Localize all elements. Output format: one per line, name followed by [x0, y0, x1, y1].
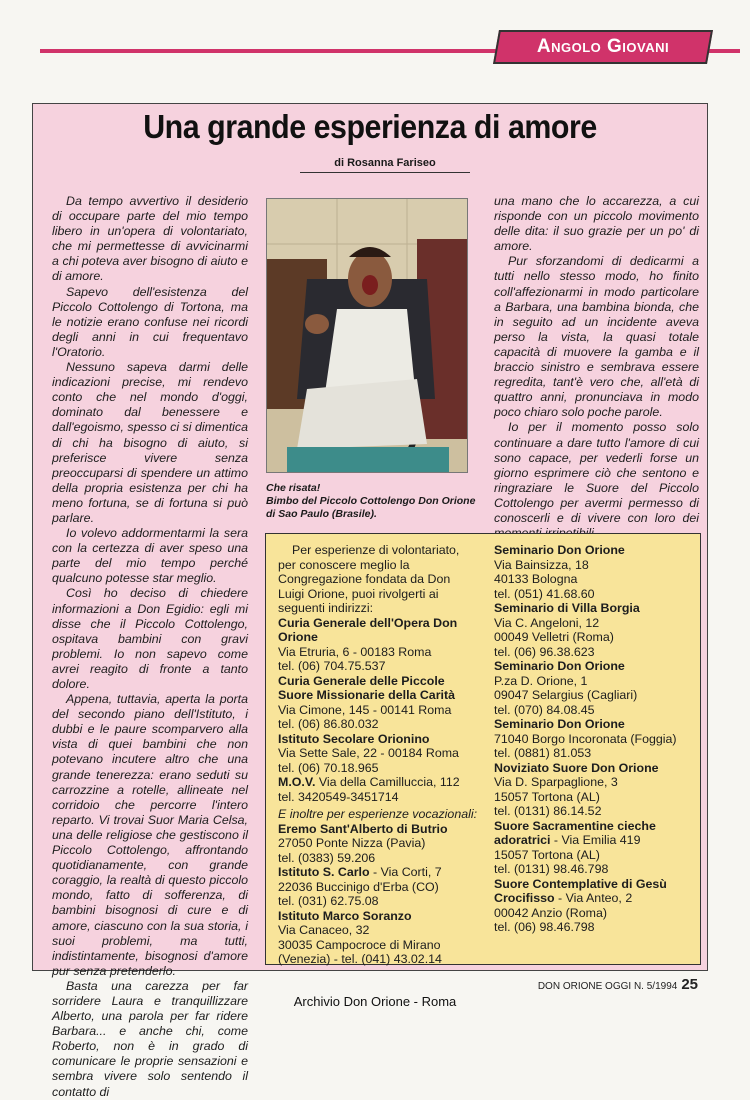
- address-line: 40133 Bologna: [494, 572, 578, 586]
- article-column-3: [494, 194, 699, 541]
- paragraph: Da tempo avvertivo il desiderio di occupare parte del mio tempo libero in un'opera di volontariato, che mi permettesse di avvicinarmi a chi poteva aver bisogno di aiuto e di amore.: [52, 194, 248, 284]
- address-inline: Via della Camilluccia, 112: [315, 775, 460, 789]
- address-line: Via Cimone, 145 - 00141 Roma: [278, 702, 452, 717]
- photo-illustration: [267, 199, 468, 473]
- address-line: 22036 Buccinigo d'Erba (CO): [278, 879, 439, 894]
- address-line: 15057 Tortona (AL): [494, 847, 600, 862]
- address-inline: - Via Anteo, 2: [554, 891, 633, 905]
- address-line: tel. (06) 86.80.032: [278, 717, 379, 731]
- address-line: tel. (0383) 59.206: [278, 850, 376, 865]
- address-line: Via Sette Sale, 22 - 00184 Roma: [278, 746, 459, 760]
- address-inline: - Via Corti, 7: [369, 865, 442, 879]
- section-tag: [493, 30, 713, 64]
- magazine-issue: DON ORIONE OGGI N. 5/1994: [537, 981, 678, 992]
- address-line: 09047 Selargius (Cagliari): [494, 688, 638, 702]
- address-name: Seminario di Villa Borgia: [494, 601, 640, 615]
- paragraph: Appena, tuttavia, aperta la porta del secondo piano dell'Istituto, i dubbi e le paure scomparvero alla vista di quei bambini che non potevano incutere altro che una grande tenerezza: erano seduti su carrozzine a rotelle, allineate nel corridoio che percorre l'intero reparto. Vi trovai Suor Maria Celsa, una delle religiose che gestiscono il Piccolo Cottolengo, affrontando quotidianamente, con grande coraggio, la realtà di questo piccolo mondo, fatto di sofferenza, di bambini bisognosi di cure e di amore, ciascuno con la sua storia, i suoi problemi, ma tutti, indistintamente, bisognosi d'amore pur senza pretenderlo.: [52, 692, 248, 978]
- address-line: tel. (06) 98.46.798: [494, 920, 595, 934]
- paragraph: Io volevo addormentarmi la sera con la certezza di aver speso una parte del mio tempo perché qualcuno potesse star meglio.: [52, 526, 248, 586]
- page-footer: [538, 976, 698, 993]
- address-line: 71040 Borgo Incoronata (Foggia): [494, 731, 677, 746]
- address-name: Suore Contemplative di Gesù Crocifisso: [494, 876, 667, 905]
- address-inline: - Via Emilia 419: [550, 833, 641, 847]
- archive-credit: Archivio Don Orione - Roma: [293, 994, 457, 1009]
- vocational-heading: E inoltre per esperienze vocazionali:: [278, 807, 478, 821]
- address-line: 15057 Tortona (AL): [494, 789, 600, 804]
- address-name: Istituto S. Carlo: [278, 865, 370, 879]
- address-line: Via C. Angeloni, 12: [494, 615, 600, 630]
- address-entry: [278, 775, 478, 790]
- address-line: Via Bainsizza, 18: [494, 557, 589, 572]
- address-name: Suore Sacramentine cieche adoratrici: [494, 818, 656, 847]
- address-line: 27050 Ponte Nizza (Pavia): [278, 836, 426, 850]
- article-column-1: [52, 194, 248, 1100]
- box-intro: Per esperienze di volontariato, per conoscere meglio la Congregazione fondata da Don Luigi Orione, puoi rivolgerti ai seguenti indirizzi:: [278, 543, 460, 615]
- address-name: Istituto Marco Soranzo: [278, 908, 412, 923]
- paragraph: una mano che lo accarezza, a cui risponde con un piccolo movimento delle dita: il suo grazie per un po' di amore.: [494, 194, 699, 254]
- page-number: 25: [681, 976, 698, 993]
- address-line: 00042 Anzio (Roma): [494, 905, 607, 920]
- photo-child-wheelchair: [266, 198, 468, 473]
- address-name: Eremo Sant'Alberto di Butrio: [278, 821, 448, 836]
- address-line: Via Etruria, 6 - 00183 Roma: [278, 644, 432, 659]
- address-line: P.za D. Orione, 1: [494, 673, 588, 688]
- address-name: Istituto Secolare Orionino: [278, 731, 430, 746]
- address-name: Noviziato Suore Don Orione: [494, 760, 659, 775]
- address-entry: [494, 819, 694, 848]
- address-line: tel. (0131) 86.14.52: [494, 804, 602, 818]
- address-line: tel. (06) 70.18.965: [278, 760, 379, 775]
- addresses-column-left: [278, 543, 478, 967]
- address-name: Seminario Don Orione: [494, 717, 625, 731]
- address-line: tel. (0881) 81.053: [494, 746, 592, 760]
- address-line: 00049 Velletri (Roma): [494, 630, 614, 644]
- address-line: tel. (031) 62.75.08: [278, 894, 379, 908]
- address-name: M.O.V.: [278, 775, 316, 789]
- address-entry: [278, 865, 478, 880]
- article-title: Una grande esperienza di amore: [143, 108, 597, 145]
- caption-text: Bimbo del Piccolo Cottolengo Don Orione di Sao Paulo (Brasile).: [266, 495, 476, 520]
- paragraph: Pur sforzandomi di dedicarmi a tutti nello stesso modo, ho finito coll'affezionarmi in modo particolare a Barbara, una bambina bionda, che in seguito ad un incidente aveva perso la vista, la quasi totale capacità di muovere la gamba e il braccio sinistro e sembrava essere regredita, tant'è vero che, all'età di quattro anni, pronunciava in modo poco chiaro solo poche parole.: [494, 254, 699, 420]
- address-line: tel. (0131) 98.46.798: [494, 862, 609, 876]
- address-name: Curia Generale dell'Opera Don Orione: [278, 615, 458, 644]
- address-name: Curia Generale delle Piccole Suore Missionarie della Carità: [278, 673, 455, 702]
- section-title: Angolo Giovani: [536, 36, 670, 57]
- photo-caption: [266, 482, 476, 521]
- address-line: Via Canaceo, 32: [278, 923, 370, 937]
- address-name: Seminario Don Orione: [494, 543, 625, 557]
- address-line: tel. 3420549-3451714: [278, 789, 399, 804]
- paragraph: Nessuno sapeva darmi delle indicazioni precise, mi rendevo conto che nel mondo d'oggi, dominato dal benessere e dall'egoismo, spesso ci si dimentica di chi ha bisogno di aiuto, si preferisce vivere senza preoccuparsi di spendere un attimo della propria esistenza per chi ha meno fortuna, se di fortuna si può parlare.: [52, 360, 248, 525]
- caption-title: Che risata!: [266, 482, 321, 494]
- address-line: tel. (070) 84.08.45: [494, 702, 595, 717]
- paragraph: Basta una carezza per far sorridere Laura e tranquillizzare Alberto, una parola per far ridere Barbara... e anche chi, come Roberto, non è in grado di comunicare le proprie sensazioni e sembra vivere solo sentendo il contatto di: [52, 978, 248, 1099]
- paragraph: Così ho deciso di chiedere informazioni a Don Egidio: egli mi disse che il Piccolo Cottolengo, ospitava bambini con gravi problemi. Io non sapevo come avrei reagito di fronte a tanto dolore.: [52, 586, 248, 691]
- address-entry: [494, 877, 694, 906]
- address-line: tel. (051) 41.68.60: [494, 586, 595, 601]
- address-line: Via D. Sparpaglione, 3: [494, 775, 618, 789]
- address-line: 30035 Campocroce di Mirano (Venezia) - tel. (041) 43.02.14: [278, 937, 442, 966]
- paragraph: Io per il momento posso solo continuare a dare tutto l'amore di cui sono capace, per vederli forse un giorno esprimere ciò che sentono e ringraziare le Suore del Piccolo Cottolengo per avermi permesso di conoscerli e di vivere con loro dei: [494, 420, 699, 525]
- address-name: Seminario Don Orione: [494, 659, 625, 673]
- paragraph: Sapevo dell'esistenza del Piccolo Cottolengo di Tortona, ma le notizie erano confuse nei ricordi degli anni in cui frequentavo l'Oratorio.: [52, 284, 248, 359]
- addresses-column-right: [494, 543, 694, 935]
- address-line: tel. (06) 704.75.537: [278, 659, 386, 673]
- article-byline: di Rosanna Fariseo: [300, 157, 470, 173]
- address-line: tel. (06) 96.38.623: [494, 644, 595, 659]
